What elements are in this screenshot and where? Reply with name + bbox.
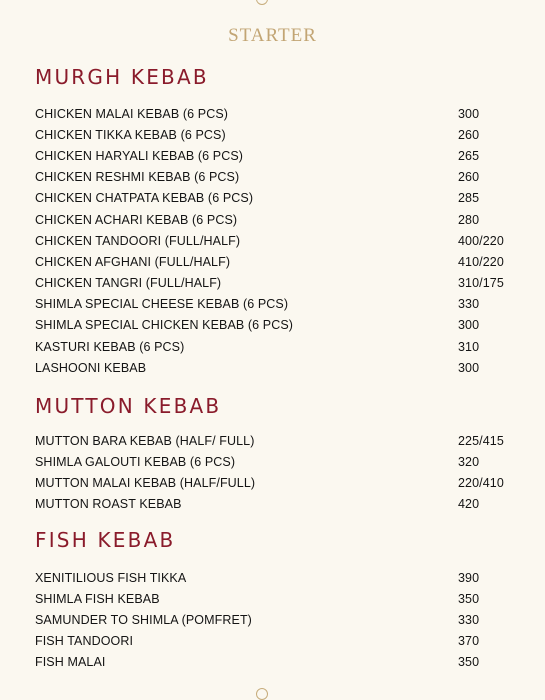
menu-item bbox=[35, 230, 510, 251]
menu-item-name: SAMUNDER TO SHIMLA (POMFRET) bbox=[35, 612, 252, 627]
menu-item-name: CHICKEN CHATPATA KEBAB (6 PCS) bbox=[35, 191, 254, 206]
menu-item bbox=[35, 451, 510, 472]
menu-item-price: 310 bbox=[458, 339, 480, 354]
menu-item-name: KASTURI KEBAB (6 PCS) bbox=[35, 339, 185, 354]
menu-item-price: 225/415 bbox=[458, 433, 504, 448]
menu-item-price: 285 bbox=[458, 191, 480, 206]
menu-item bbox=[35, 472, 510, 493]
menu-item-name: FISH MALAI bbox=[35, 655, 106, 670]
menu-item-name: MUTTON MALAI KEBAB (HALF/FULL) bbox=[35, 475, 256, 490]
menu-list bbox=[35, 103, 510, 378]
section-title: MURGH KEBAB bbox=[35, 65, 209, 89]
section-fish-kebab bbox=[35, 527, 510, 673]
menu-item bbox=[35, 209, 510, 230]
menu-list bbox=[35, 567, 510, 673]
section-title: MUTTON KEBAB bbox=[35, 394, 222, 418]
menu-item-price: 300 bbox=[458, 360, 480, 375]
menu-item-name: CHICKEN HARYALI KEBAB (6 PCS) bbox=[35, 148, 244, 163]
menu-item bbox=[35, 336, 510, 357]
menu-item bbox=[35, 652, 510, 673]
menu-item-name: CHICKEN RESHMI KEBAB (6 PCS) bbox=[35, 170, 240, 185]
menu-item-price: 410/220 bbox=[458, 254, 504, 269]
top-ornament-icon bbox=[256, 0, 268, 5]
menu-item-price: 350 bbox=[458, 591, 480, 606]
menu-item-price: 390 bbox=[458, 570, 480, 585]
menu-item bbox=[35, 588, 510, 609]
menu-item bbox=[35, 430, 510, 451]
menu-list bbox=[35, 430, 510, 515]
menu-item-price: 400/220 bbox=[458, 233, 504, 248]
menu-item bbox=[35, 167, 510, 188]
menu-item-name: CHICKEN TIKKA KEBAB (6 PCS) bbox=[35, 127, 226, 142]
section-murgh-kebab bbox=[35, 64, 510, 378]
menu-item-price: 330 bbox=[458, 297, 480, 312]
menu-item-name: CHICKEN MALAI KEBAB (6 PCS) bbox=[35, 106, 229, 121]
menu-item bbox=[35, 494, 510, 515]
menu-item-price: 320 bbox=[458, 454, 480, 469]
menu-item-price: 260 bbox=[458, 170, 480, 185]
menu-item-price: 300 bbox=[458, 106, 480, 121]
menu-item-name: SHIMLA FISH KEBAB bbox=[35, 591, 160, 606]
section-mutton-kebab bbox=[35, 393, 510, 515]
menu-item-name: CHICKEN TANGRI (FULL/HALF) bbox=[35, 276, 222, 291]
menu-item-price: 350 bbox=[458, 655, 480, 670]
menu-item-name: SHIMLA GALOUTI KEBAB (6 PCS) bbox=[35, 454, 236, 469]
menu-item-name: SHIMLA SPECIAL CHICKEN KEBAB (6 PCS) bbox=[35, 318, 294, 333]
menu-item-price: 300 bbox=[458, 318, 480, 333]
menu-item-price: 265 bbox=[458, 148, 480, 163]
menu-item-price: 330 bbox=[458, 612, 480, 627]
menu-item bbox=[35, 609, 510, 630]
menu-item-price: 260 bbox=[458, 127, 480, 142]
menu-item-price: 310/175 bbox=[458, 276, 504, 291]
section-title: FISH KEBAB bbox=[35, 528, 176, 552]
menu-item bbox=[35, 273, 510, 294]
menu-item bbox=[35, 357, 510, 378]
menu-item bbox=[35, 124, 510, 145]
menu-item bbox=[35, 294, 510, 315]
menu-item bbox=[35, 251, 510, 272]
menu-item bbox=[35, 567, 510, 588]
menu-item-price: 220/410 bbox=[458, 475, 504, 490]
menu-item-name: MUTTON BARA KEBAB (HALF/ FULL) bbox=[35, 433, 255, 448]
menu-item bbox=[35, 315, 510, 336]
menu-item-name: CHICKEN AFGHANI (FULL/HALF) bbox=[35, 254, 231, 269]
menu-item-name: CHICKEN TANDOORI (FULL/HALF) bbox=[35, 233, 241, 248]
menu-item-name: MUTTON ROAST KEBAB bbox=[35, 497, 182, 512]
menu-item bbox=[35, 631, 510, 652]
menu-item-price: 280 bbox=[458, 212, 480, 227]
menu-item-name: LASHOONI KEBAB bbox=[35, 360, 147, 375]
menu-item-name: FISH TANDOORI bbox=[35, 634, 134, 649]
bottom-ornament-icon bbox=[256, 688, 268, 700]
menu-item-name: CHICKEN ACHARI KEBAB (6 PCS) bbox=[35, 212, 238, 227]
menu-item-price: 420 bbox=[458, 497, 480, 512]
menu-item bbox=[35, 103, 510, 124]
menu-item bbox=[35, 188, 510, 209]
menu-item-name: XENITILIOUS FISH TIKKA bbox=[35, 570, 187, 585]
page-title: STARTER bbox=[228, 25, 317, 46]
menu-item bbox=[35, 145, 510, 166]
menu-item-price: 370 bbox=[458, 634, 480, 649]
menu-item-name: SHIMLA SPECIAL CHEESE KEBAB (6 PCS) bbox=[35, 297, 289, 312]
